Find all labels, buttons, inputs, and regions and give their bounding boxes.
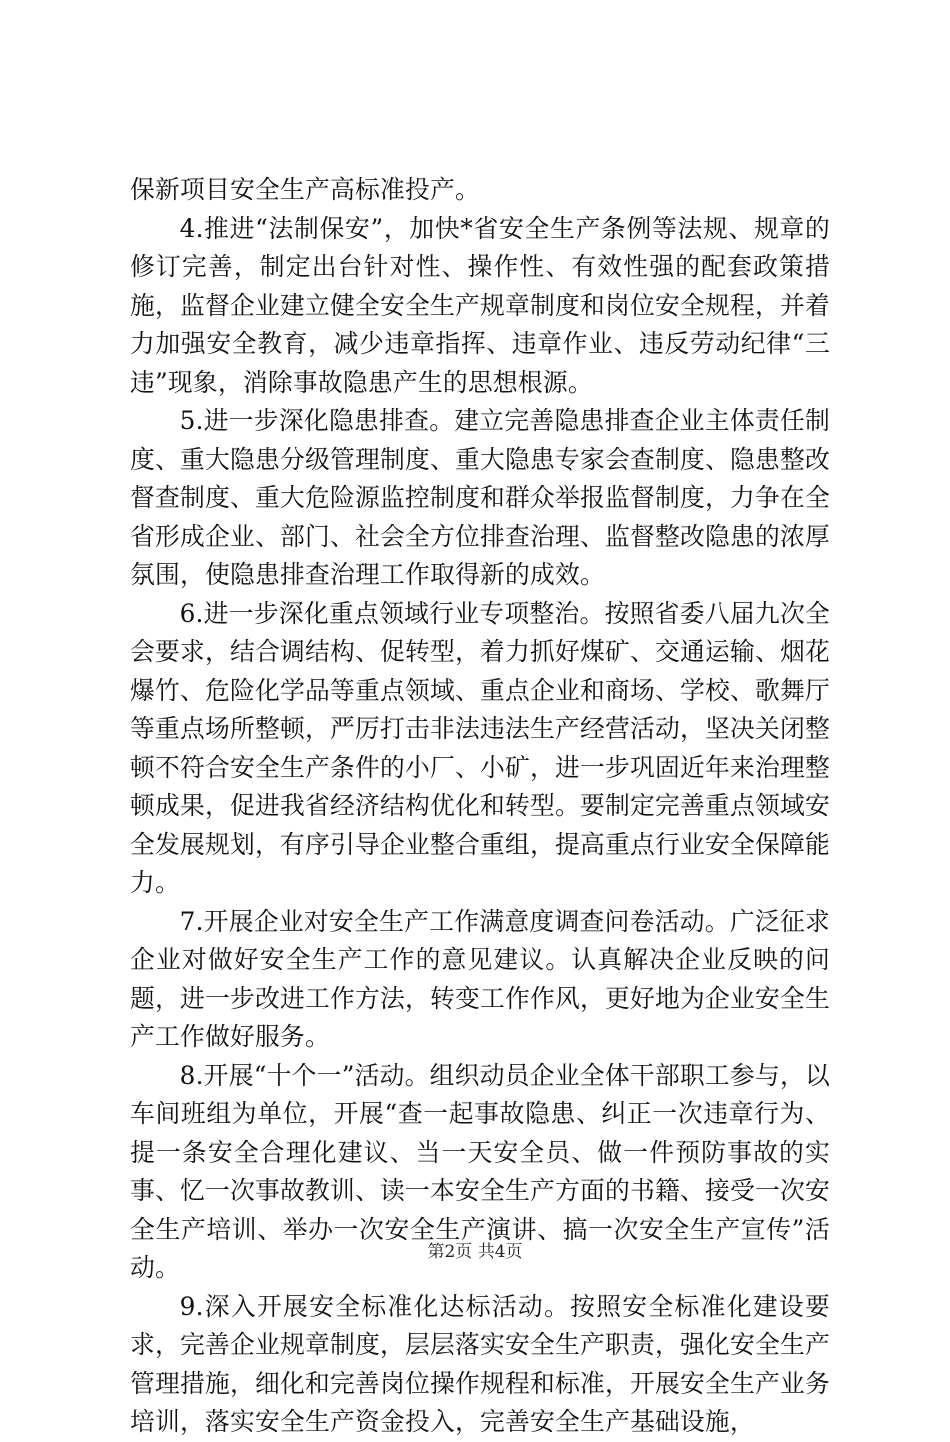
page-number-label: 第2页 共4页 xyxy=(427,1242,523,1262)
paragraph-continuation: 保新项目安全生产高标准投产。 xyxy=(130,175,480,204)
paragraph-item-9: 9.深入开展安全标准化达标活动。按照安全标准化建设要求，完善企业规章制度，层层落实安全生产职责，强化安全生产管理措施，细化和完善岗位操作规程和标准，开展安全生产业务培训，落实安全生产资金投入，完善安全生产基础设施， xyxy=(130,1291,830,1436)
paragraph-item-4: 4.推进“法制保安”，加快*省安全生产条例等法规、规章的修订完善，制定出台针对性、操作性、有效性强的配套政策措施，监督企业建立健全安全生产规章制度和岗位安全规程，并着力加强安全教育，减少违章指挥、违章作业、违反劳动纪律“三违”现象，消除事故隐患产生的思想根源。 xyxy=(130,213,830,397)
paragraph-item-7: 7.开展企业对安全生产工作满意度调查问卷活动。广泛征求企业对做好安全生产工作的意见建议。认真解决企业反映的问题，进一步改进工作方法，转变工作作风，更好地为企业安全生产工作做好服务。 xyxy=(130,906,830,1051)
paragraph-item-5: 5.进一步深化隐患排查。建立完善隐患排查企业主体责任制度、重大隐患分级管理制度、重大隐患专家会查制度、隐患整改督查制度、重大危险源监控制度和群众举报监督制度，力争在全省形成企业、部门、社会全方位排查治理、监督整改隐患的浓厚氛围，使隐患排查治理工作取得新的成效。 xyxy=(130,406,830,589)
page-footer xyxy=(0,1240,950,1264)
paragraph-item-6: 6.进一步深化重点领域行业专项整治。按照省委八届九次全会要求，结合调结构、促转型，着力抓好煤矿、交通运输、烟花爆竹、危险化学品等重点领域、重点企业和商场、学校、歌舞厅等重点场所整顿，严厉打击非法违法生产经营活动，坚决关闭整顿不符合安全生产条件的小厂、小矿，进一步巩固近年来治理整顿成果，促进我省经济结构优化和转型。要制定完善重点领域安全发展规划，有序引导企业整合重组，提高重点行业安全保障能力。 xyxy=(130,598,830,897)
paragraph-item-8: 8.开展“十个一”活动。组织动员企业全体干部职工参与，以车间班组为单位，开展“查一起事故隐患、纠正一次违章行为、提一条安全合理化建议、当一天安全员、做一件预防事故的实事、忆一次事故教训、读一本安全生产方面的书籍、接受一次安全生产培训、举办一次安全生产演讲、搞一次安全生产宣传”活动。 xyxy=(130,1060,830,1282)
